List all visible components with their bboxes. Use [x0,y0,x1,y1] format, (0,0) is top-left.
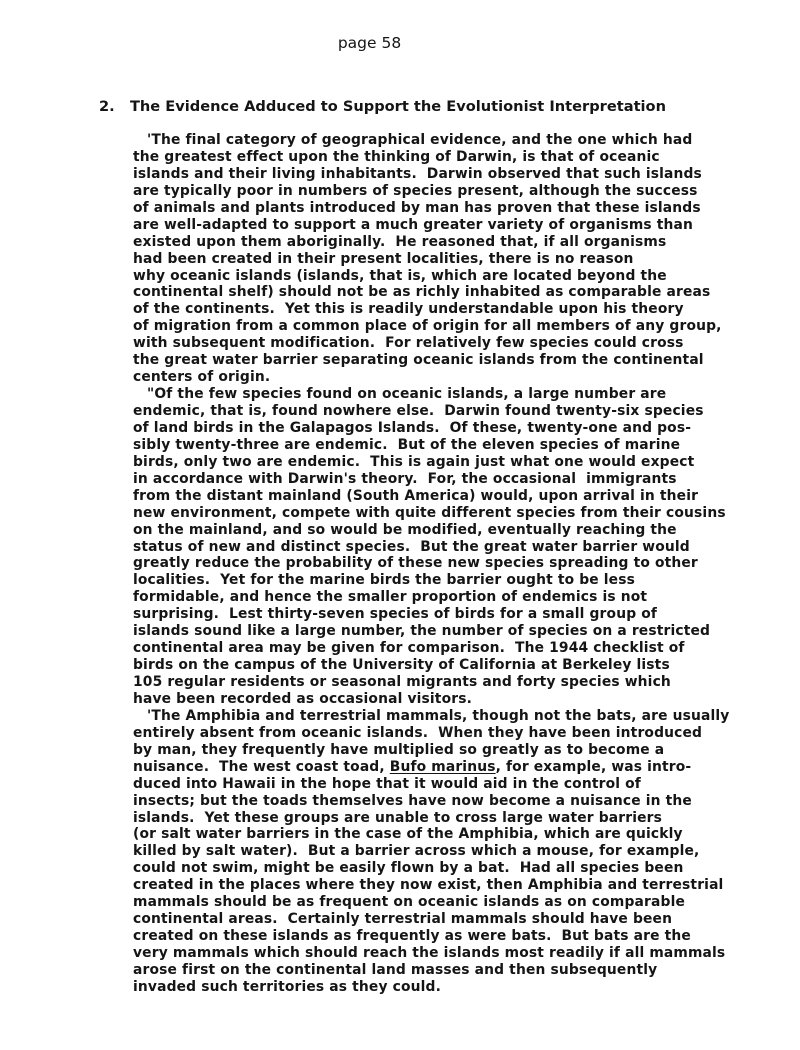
text-line [0,149,800,166]
section-number: 2. [99,98,115,115]
text-line [0,217,800,234]
line-text: on the mainland, and so would be modified, eventually reaching the [133,521,677,538]
text-line [0,640,800,657]
text-line [0,793,800,810]
text-line [0,725,800,742]
text-line [0,268,800,285]
text-line [0,606,800,623]
line-text: islands. Yet these groups are unable to cross large water barriers [133,809,663,826]
text-line [0,166,800,183]
line-text: nuisance. The west coast toad, [133,758,390,775]
line-text: entirely absent from oceanic islands. When they have been introduced [133,724,703,741]
line-text: endemic, that is, found nowhere else. Darwin found twenty-six species [133,403,704,419]
line-text: continental areas. Certainly terrestrial mammals should have been [133,911,673,928]
text-line [0,471,800,488]
text-line [0,928,800,945]
line-text: greatly reduce the probability of these new species spreading to other [133,555,698,572]
text-line [0,200,800,217]
line-text: formidable, and hence the smaller proportion of endemics is not [133,589,648,606]
line-text: the greatest effect upon the thinking of Darwin, is that of oceanic [133,148,660,165]
text-line [0,234,800,251]
line-text: created on these islands as frequently as were bats. But bats are the [133,928,691,945]
body-text [0,132,800,996]
page-number: page 58 [337,34,402,52]
text-line [0,674,800,691]
line-text: of animals and plants introduced by man has proven that these islands [133,199,701,216]
line-text: existed upon them aboriginally. He reasoned that, if all organisms [133,233,667,250]
text-line [0,386,800,403]
text-line [0,505,800,522]
text-line [0,572,800,589]
line-text: the great water barrier separating oceanic islands from the continental [133,352,704,369]
text-line [0,335,800,352]
text-line [0,860,800,877]
line-text: very mammals which should reach the islands most readily if all mammals [133,945,726,961]
text-line [0,657,800,674]
line-text: continental area may be given for comparison. The 1944 checklist of [133,640,685,657]
line-text: insects; but the toads themselves have now become a nuisance in the [133,792,692,809]
text-line [0,962,800,979]
line-text: had been created in their present localities, there is no reason [133,250,634,267]
text-line [0,894,800,911]
line-text: sibly twenty-three are endemic. But of the eleven species of marine [133,436,681,453]
text-line [0,691,800,708]
line-text: birds on the campus of the University of California at Berkeley lists [133,657,670,674]
text-line [0,979,800,996]
line-text: killed by salt water). But a barrier across which a mouse, for example, [133,843,700,860]
line-text: (or salt water barriers in the case of the Amphibia, which are quickly [133,826,683,843]
text-line [0,454,800,471]
text-line [0,877,800,894]
line-text: of land birds in the Galapagos Islands. Of these, twenty-one and pos- [133,419,692,436]
line-text: birds, only two are endemic. This is again just what one would expect [133,453,695,470]
section-heading [99,98,666,115]
text-line [0,776,800,793]
line-text-continued: , for example, was intro- [495,758,692,775]
line-text: by man, they frequently have multiplied so greatly as to become a [133,741,665,758]
text-line [0,318,800,335]
text-line [0,759,800,776]
text-line [0,284,800,301]
text-line [0,945,800,962]
text-line [0,488,800,505]
line-text: are well-adapted to support a much greater variety of organisms than [133,216,694,233]
line-text: created in the places where they now exist, then Amphibia and terrestrial [133,877,724,894]
text-line [0,826,800,843]
text-line [0,539,800,556]
line-text: 'The final category of geographical evidence, and the one which had [147,132,693,148]
line-text: 105 regular residents or seasonal migrants and forty species which [133,674,671,690]
text-line [0,623,800,640]
line-text: with subsequent modification. For relatively few species could cross [133,335,684,352]
text-line [0,251,800,268]
line-text: invaded such territories as they could. [133,978,441,995]
text-line [0,301,800,318]
text-line [0,437,800,454]
line-text: are typically poor in numbers of species present, although the success [133,182,698,199]
line-text: islands and their living inhabitants. Darwin observed that such islands [133,165,702,182]
line-text: 'The Amphibia and terrestrial mammals, though not the bats, are usually [147,707,730,724]
line-text: localities. Yet for the marine birds the barrier ought to be less [133,572,636,589]
line-text: "Of the few species found on oceanic islands, a large number are [147,386,667,403]
text-line [0,810,800,827]
text-line [0,589,800,606]
line-text: from the distant mainland (South America) would, upon arrival in their [133,487,699,504]
underlined-species-name: Bufo marinus [389,758,496,775]
text-line [0,183,800,200]
line-text: islands sound like a large number, the number of species on a restricted [133,623,711,640]
line-text: continental shelf) should not be as richly inhabited as comparable areas [133,284,711,301]
line-text: of the continents. Yet this is readily understandable upon his theory [133,301,684,318]
text-line [0,403,800,420]
line-text: in accordance with Darwin's theory. For, the occasional immigrants [133,470,677,487]
text-line [0,522,800,539]
line-text: centers of origin. [133,369,271,386]
line-text: why oceanic islands (islands, that is, which are located beyond the [133,267,667,284]
line-text: status of new and distinct species. But the great water barrier would [133,538,690,555]
text-line [0,369,800,386]
text-line [0,352,800,369]
text-line [0,132,800,149]
text-line [0,708,800,725]
line-text: could not swim, might be easily flown by a bat. Had all species been [133,860,684,877]
line-text: new environment, compete with quite different species from their cousins [133,504,726,521]
line-text: surprising. Lest thirty-seven species of birds for a small group of [133,606,658,623]
text-line [0,742,800,759]
line-text: arose first on the continental land masses and then subsequently [133,961,658,978]
text-line [0,555,800,572]
line-text: of migration from a common place of origin for all members of any group, [133,318,722,335]
line-text: have been recorded as occasional visitors. [133,690,473,707]
section-title: The Evidence Adduced to Support the Evolutionist Interpretation [129,98,666,115]
text-line [0,420,800,437]
line-text: mammals should be as frequent on oceanic islands as on comparable [133,894,686,911]
text-line [0,911,800,928]
line-text: duced into Hawaii in the hope that it would aid in the control of [133,775,641,792]
text-line [0,843,800,860]
